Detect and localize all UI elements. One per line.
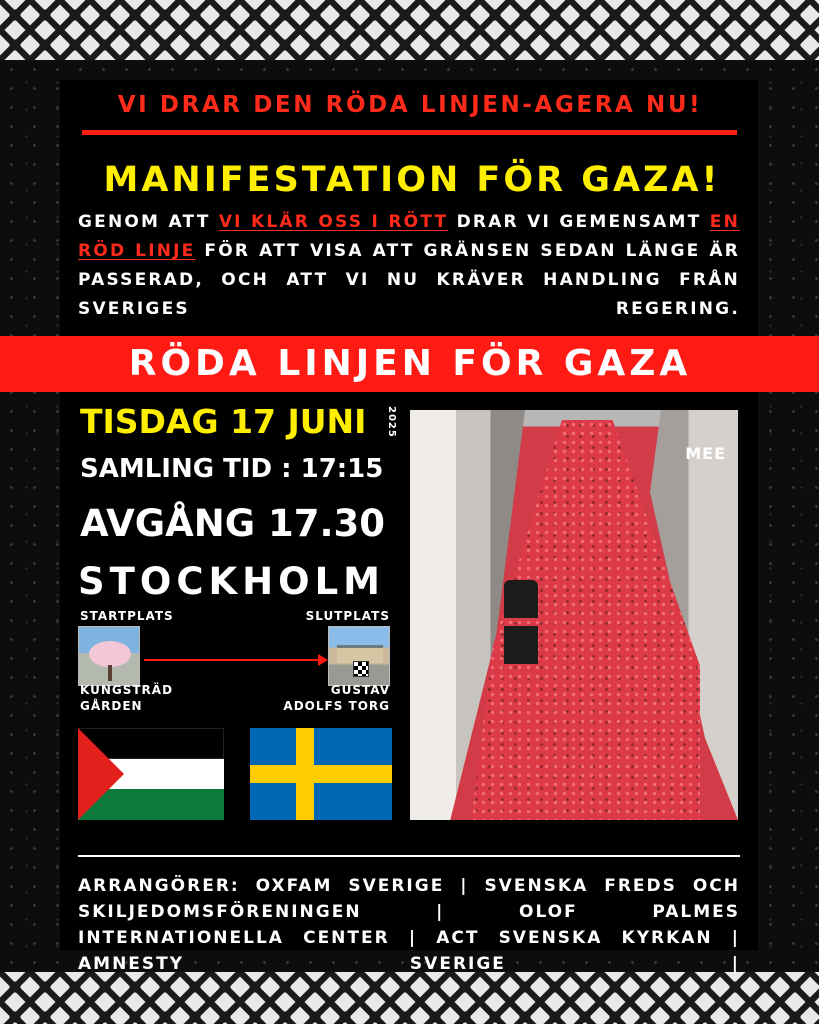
- media-logo: MEE: [685, 444, 726, 463]
- end-place: GUSTAV ADOLFS TORG: [283, 683, 390, 713]
- event-date: TISDAG 17 JUNI: [80, 402, 367, 441]
- route-arrow-line: [144, 659, 322, 661]
- gathering-time: SAMLING TID : 17:15: [80, 454, 384, 484]
- keffiyeh-pattern-top: [0, 0, 819, 60]
- start-location-photo: [78, 626, 140, 686]
- banner-title: RÖDA LINJEN FÖR GAZA: [128, 343, 692, 384]
- body-red-phrase-2: EN RÖD LINJE: [78, 212, 740, 261]
- end-label: SLUTPLATS: [305, 609, 390, 623]
- keffiyeh-pattern-bottom: [0, 972, 819, 1024]
- organizers-text: ARRANGÖRER: OXFAM SVERIGE | SVENSKA FREDS OCH SKILJEDOMSFÖRENINGEN | OLOF PALMES INTERNATIONELLA CENTER | ACT SVENSKA KYRKAN | AMNESTY SVERIGE |: [78, 876, 740, 974]
- route-arrow-icon: [318, 654, 328, 666]
- checkered-flag-icon: [353, 661, 369, 677]
- city-name: STOCKHOLM: [78, 560, 385, 603]
- body-red-phrase-1: VI KLÄR OSS I RÖTT: [218, 212, 449, 232]
- body-prefix: GENOM ATT: [78, 212, 219, 232]
- tagline-underline: [82, 130, 737, 135]
- body-text: [78, 208, 740, 324]
- cherry-tree-icon: [89, 641, 131, 667]
- start-label: STARTPLATS: [80, 609, 174, 623]
- departure-time: AVGÅNG 17.30: [80, 502, 386, 545]
- body-mid: DRAR VI GEMENSAMT: [448, 212, 710, 232]
- palestine-flag: [78, 728, 224, 820]
- footer-divider: [78, 855, 740, 857]
- parked-cars: [504, 580, 538, 670]
- start-place: KUNGSTRÄD GÅRDEN: [80, 683, 174, 713]
- headline: MANIFESTATION FÖR GAZA!: [103, 160, 721, 200]
- tagline: VI DRAR DEN RÖDA LINJEN-AGERA NU!: [117, 92, 703, 118]
- event-year: 2025: [386, 406, 397, 438]
- body-suffix: FÖR ATT VISA ATT GRÄNSEN SEDAN LÄNGE ÄR PASSERAD, OCH ATT VI NU KRÄVER HANDLING FRÅN SVERIGES REGERING.: [78, 241, 740, 319]
- tree-trunk: [108, 665, 112, 681]
- end-location-photo: [328, 626, 390, 686]
- sweden-flag: [250, 728, 392, 820]
- crowd-aerial-photo: [410, 410, 738, 820]
